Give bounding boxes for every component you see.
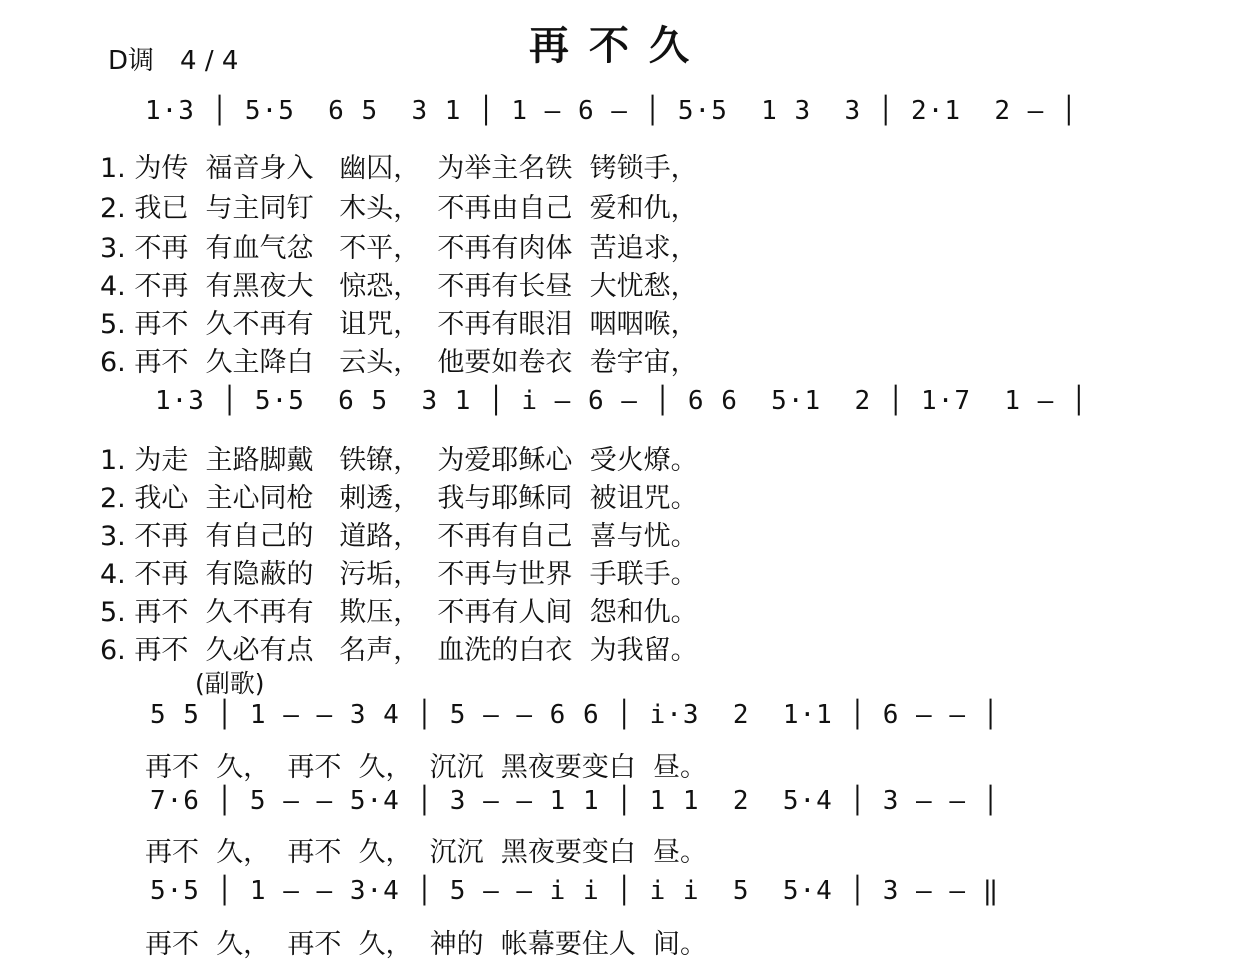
refrain-label: (副歌) [195,669,265,698]
verse-line: 1. 为传 福音身入 幽囚， 为举主名铁 铐锁手， [100,153,698,184]
verse-line: 3. 不再 有自己的 道路， 不再有自己 喜与忧。 [100,521,698,552]
verse-line: 2. 我已 与主同钉 木头， 不再由自己 爱和仇， [100,193,698,224]
verse-line: 4. 不再 有隐蔽的 污垢， 不再与世界 手联手。 [100,559,698,590]
chorus-melody-3: 5·5 │ 1 — — 3·4 │ 5 — — i i │ i i 5 5·4 │ 3 — — ‖ [150,876,1000,906]
verse-line: 6. 再不 久必有点 名声， 血洗的白衣 为我留。 [100,635,698,666]
chorus-lyric-2: 再不 久， 再不 久， 沉沉 黑夜要变白 昼。 [145,837,707,868]
verse-line: 3. 不再 有血气忿 不平， 不再有肉体 苦追求， [100,233,698,264]
chorus-melody-1: 5 5 │ 1 — — 3 4 │ 5 — — 6 6 │ i·3 2 1·1 │ 6 — — │ [150,700,1000,730]
verse-line: 1. 为走 主路脚戴 铁镣， 为爱耶稣心 受火燎。 [100,445,698,476]
verse-line: 6. 再不 久主降白 云头， 他要如卷衣 卷宇宙， [100,347,698,378]
song-title: 再不久 [529,23,709,69]
verse-line: 4. 不再 有黑夜大 惊恐， 不再有长昼 大忧愁， [100,271,698,302]
verse-line: 2. 我心 主心同枪 刺透， 我与耶稣同 被诅咒。 [100,483,698,514]
melody-line-2: 1·3 │ 5·5 6 5 3 1 │ i — 6 — │ 6 6 5·1 2 │ 1·7 1 — │ [155,386,1088,416]
verse-line: 5. 再不 久不再有 欺压， 不再有人间 怨和仇。 [100,597,698,628]
key-signature: D调 4 / 4 [108,46,239,76]
chorus-lyric-1: 再不 久， 再不 久， 沉沉 黑夜要变白 昼。 [145,752,707,783]
melody-line-1: 1·3 │ 5·5 6 5 3 1 │ 1 — 6 — │ 5·5 1 3 3 │ 2·1 2 — │ [145,96,1078,126]
chorus-melody-2: 7·6 │ 5 — — 5·4 │ 3 — — 1 1 │ 1 1 2 5·4 │ 3 — — │ [150,786,1000,816]
verse-line: 5. 再不 久不再有 诅咒， 不再有眼泪 咽咽喉， [100,309,698,340]
chorus-lyric-3: 再不 久， 再不 久， 神的 帐幕要住人 间。 [145,929,707,960]
